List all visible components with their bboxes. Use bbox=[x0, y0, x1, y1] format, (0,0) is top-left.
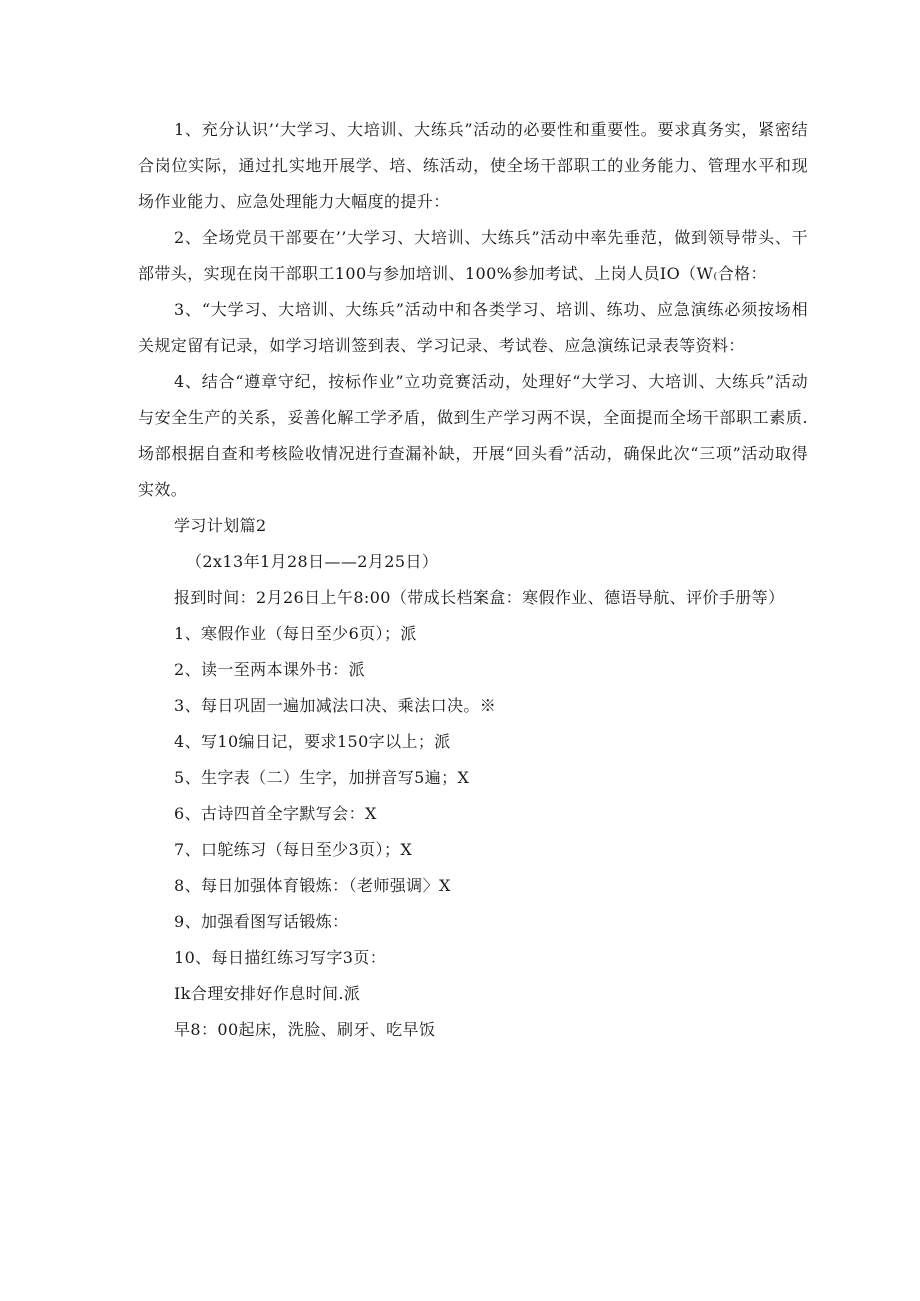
list-item: 7、口鸵练习（每日至少3页）；X bbox=[174, 840, 413, 859]
list-item: 8、每日加强体育锻炼：（老师强调〉X bbox=[174, 876, 451, 895]
document-body bbox=[138, 112, 808, 1048]
list-item: 6、古诗四首全字默写会：X bbox=[174, 804, 377, 823]
list-item: Ik合理安排好作息时间.派 bbox=[174, 984, 361, 1003]
list-item: 10、每日描红练习写字3页： bbox=[174, 948, 387, 967]
section-title: 学习计划篇2 bbox=[174, 516, 267, 535]
date-range: （2x13年1月28日——2月25日） bbox=[186, 552, 439, 571]
list-item: 3、每日巩固一遍加减法口决、乘法口决。※ bbox=[174, 696, 497, 715]
list-item: 4、写10编日记，要求150字以上；派 bbox=[174, 732, 451, 751]
list-item: 1、寒假作业（每日至少6页）；派 bbox=[174, 624, 417, 643]
report-time: 报到时间：2月26日上午8:00（带成长档案盒：寒假作业、德语导航、评价手册等） bbox=[174, 588, 785, 607]
paragraph-3: 3、“大学习、大培训、大练兵”活动中和各类学习、培训、练功、应急演练必须按场相关规定留有记录，如学习培训签到表、学习记录、考试卷、应急演练记录表等资料： bbox=[138, 300, 808, 355]
list-item: 5、生字表（二）生字，加拼音写5遍；X bbox=[174, 768, 470, 787]
list-item: 早8：00起床，洗脸、刷牙、吃早饭 bbox=[174, 1020, 436, 1039]
list-item: 2、读一至两本课外书：派 bbox=[174, 660, 365, 679]
paragraph-1: 1、充分认识’‘大学习、大培训、大练兵”活动的必要性和重要性。要求真务实，紧密结合岗位实际，通过扎实地开展学、培、练活动，使全场干部职工的业务能力、管理水平和现场作业能力、应急处理能力大幅度的提升： bbox=[138, 120, 808, 211]
paragraph-2: 2、全场党员干部要在’’大学习、大培训、大练兵”活动中率先垂范，做到领导带头、干部带头，实现在岗干部职工100与参加培训、100%参加考试、上岗人员IO（W₍合格： bbox=[138, 228, 808, 283]
paragraph-4: 4、结合“遵章守纪，按标作业”立功竞赛活动，处理好“大学习、大培训、大练兵”活动与安全生产的关系，妥善化解工学矛盾，做到生产学习两不误，全面提而全场干部职工素质.场部根据自查和考核险收情况进行查漏补缺，开展“回头看”活动，确保此次“三项”活动取得实效。 bbox=[138, 372, 808, 499]
list-item: 9、加强看图写话锻炼： bbox=[174, 912, 349, 931]
